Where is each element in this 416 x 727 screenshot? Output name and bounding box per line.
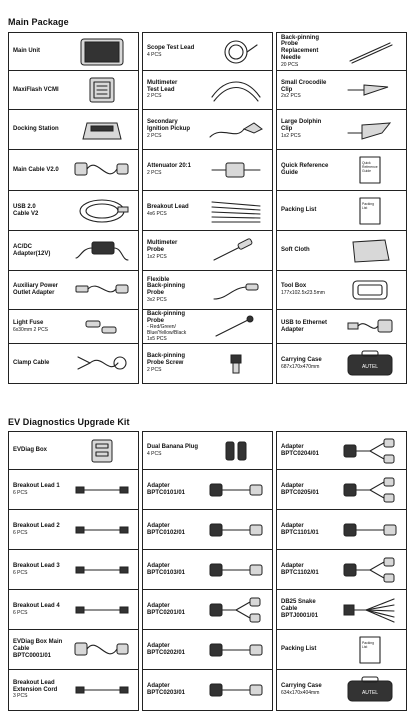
item-name: Secondary Ignition Pickup <box>147 119 190 133</box>
item-cell <box>9 33 138 71</box>
svg-text:Quick: Quick <box>361 161 371 165</box>
item-text <box>9 639 67 659</box>
item-name: Adapter BPTC1101/01 <box>281 522 319 536</box>
ev_kit-column <box>8 431 139 711</box>
item-cell <box>277 271 406 310</box>
y-adapter-icon <box>201 590 272 629</box>
item-name: Quick Reference Guide <box>281 163 329 176</box>
item-cell <box>9 432 138 470</box>
item-cell <box>143 510 272 550</box>
svg-text:Reference: Reference <box>361 165 378 169</box>
item-name: Packing List <box>281 646 317 653</box>
item-name: Multimeter Probe <box>147 240 178 254</box>
item-quantity: 6x30mm 2 PCS <box>13 326 49 333</box>
main-package-grid <box>8 32 407 384</box>
item-name: Adapter BPTC0102/01 <box>147 522 186 536</box>
item-name: Small Crocodile Clip <box>281 79 327 93</box>
multimeter-probe-icon <box>201 231 272 270</box>
item-name: DB25 Snake Cable BPTJ0001/01 <box>281 599 319 619</box>
item-text <box>277 523 335 536</box>
usb-cable-icon <box>67 191 138 230</box>
backpin-probe-icon <box>201 310 272 343</box>
item-cell <box>143 33 272 71</box>
item-quantity: - Red/Green/ Blue/Yellow/Black 1x5 PCS <box>147 324 187 342</box>
item-quantity: 2 PCS <box>147 366 162 373</box>
item-name: EVDiag Box Main Cable BPTC0001/01 <box>13 639 63 659</box>
item-name: Attenuator 20:1 <box>147 163 192 170</box>
ignition-pickup-icon <box>201 110 272 149</box>
item-text <box>9 283 67 296</box>
item-quantity: 2x2 PCS <box>281 93 301 100</box>
item-text <box>9 204 67 217</box>
svg-text:AUTEL: AUTEL <box>361 363 378 370</box>
item-quantity: 6 PCS <box>13 569 28 576</box>
item-cell <box>143 550 272 590</box>
adapter-cable-icon <box>201 510 272 549</box>
item-name: Multimeter Test Lead <box>147 79 178 93</box>
item-text <box>277 683 335 696</box>
item-cell <box>277 344 406 383</box>
item-text <box>277 119 335 139</box>
item-name: MaxiFlash VCMI <box>13 86 59 93</box>
main_package-column <box>8 32 139 384</box>
item-quantity: 6 PCS <box>13 489 28 496</box>
item-quantity: 4x6 PCS <box>147 210 167 217</box>
item-text <box>9 167 67 174</box>
item-cell <box>277 670 406 710</box>
item-text <box>143 119 201 139</box>
main_package-column <box>276 32 407 384</box>
power-adapter-icon <box>67 231 138 270</box>
item-name: Breakout Lead 1 <box>13 482 60 489</box>
svg-text:List: List <box>361 644 367 649</box>
attenuator-icon <box>201 150 272 190</box>
tool-box-icon <box>335 271 406 309</box>
item-text <box>277 444 335 457</box>
ev_kit-column <box>142 431 273 711</box>
item-quantity: 177x102.5x23.5mm <box>281 290 325 297</box>
ethernet-adapter-icon <box>335 310 406 343</box>
item-text <box>277 283 335 296</box>
item-quantity: 3x2 PCS <box>147 296 167 303</box>
item-cell <box>143 150 272 191</box>
item-name: Flexible Back-pinning Probe <box>147 276 186 297</box>
item-text <box>143 523 201 536</box>
lead-cable-icon <box>67 510 138 549</box>
y-adapter-icon <box>335 470 406 509</box>
item-cell <box>143 670 272 710</box>
item-cell <box>277 310 406 344</box>
docking-station-icon <box>67 110 138 149</box>
item-text <box>277 483 335 496</box>
svg-text:AUTEL: AUTEL <box>361 690 378 696</box>
item-text <box>9 483 67 496</box>
adapter-cable-icon <box>201 670 272 710</box>
item-cell <box>277 110 406 150</box>
item-cell <box>277 510 406 550</box>
item-text <box>277 207 335 214</box>
adapter-cable-icon <box>201 470 272 509</box>
ev_kit-column <box>276 431 407 711</box>
main_package-column <box>142 32 273 384</box>
item-quantity: 6 PCS <box>13 529 28 536</box>
lead-cable-icon <box>67 670 138 710</box>
carrying-case-icon <box>335 344 406 383</box>
item-cell <box>143 110 272 150</box>
item-cell <box>143 590 272 630</box>
adapter-cable-icon <box>201 630 272 669</box>
item-name: Adapter BPTC0201/01 <box>147 602 186 616</box>
test-lead-icon <box>201 71 272 109</box>
tablet-icon <box>67 33 138 70</box>
item-text <box>143 603 201 616</box>
evdiag-box-icon <box>67 432 138 469</box>
flexible-probe-icon <box>201 271 272 309</box>
item-quantity: 4 PCS <box>147 51 162 58</box>
item-text <box>143 45 201 58</box>
item-name: Light Fuse <box>13 319 44 326</box>
item-quantity: 1x2 PCS <box>281 132 301 139</box>
lead-cable-icon <box>67 590 138 629</box>
item-text <box>143 643 201 656</box>
vcmi-icon <box>67 71 138 109</box>
svg-text:Packing: Packing <box>361 640 374 645</box>
item-text <box>143 353 201 373</box>
item-cell <box>9 590 138 630</box>
lead-cable-icon <box>67 470 138 509</box>
item-text <box>143 163 201 176</box>
cloth-icon <box>335 231 406 270</box>
item-name: Main Unit <box>13 48 40 55</box>
item-text <box>143 683 201 696</box>
svg-text:Guide: Guide <box>361 169 371 173</box>
item-cell <box>9 110 138 150</box>
ev-kit-title: EV Diagnostics Upgrade Kit <box>8 417 130 427</box>
small-clip-icon <box>335 71 406 109</box>
fuse-icon <box>67 310 138 343</box>
item-text <box>277 357 335 370</box>
item-name: EVDiag Box <box>13 447 48 454</box>
item-text <box>143 563 201 576</box>
item-text <box>9 360 67 367</box>
item-cell <box>9 510 138 550</box>
item-text <box>143 80 201 100</box>
item-name: Breakout Lead Extension Cord <box>13 679 58 693</box>
item-text <box>277 80 335 100</box>
breakout-leads-icon <box>201 191 272 230</box>
item-quantity: 687x170x470mm <box>281 363 320 370</box>
item-name: Tool Box <box>281 283 307 290</box>
item-text <box>9 563 67 576</box>
item-cell <box>143 310 272 344</box>
item-name: Docking Station <box>13 126 59 133</box>
item-quantity: 20 PCS <box>281 61 299 68</box>
ev-kit-grid <box>8 431 407 711</box>
item-name: Breakout Lead 2 <box>13 522 60 529</box>
aux-power-adapter-icon <box>67 271 138 309</box>
item-name: Back-pinning Probe Replacement Needle <box>281 34 320 61</box>
adapter-cable-icon <box>201 550 272 589</box>
item-cell <box>9 470 138 510</box>
large-clip-icon <box>335 110 406 149</box>
item-text <box>9 680 67 700</box>
item-name: Adapter BPTC0205/01 <box>281 482 320 496</box>
item-name: Adapter BPTC0202/01 <box>147 642 186 656</box>
svg-text:Packing: Packing <box>361 201 374 206</box>
item-cell <box>277 470 406 510</box>
item-cell <box>277 71 406 110</box>
item-text <box>9 320 67 333</box>
item-cell <box>277 191 406 231</box>
item-text <box>9 447 67 454</box>
main-cable-icon <box>67 150 138 190</box>
item-cell <box>9 550 138 590</box>
item-cell <box>277 590 406 630</box>
item-quantity: 3 PCS <box>13 693 28 700</box>
item-text <box>9 523 67 536</box>
item-name: Dual Banana Plug <box>147 443 199 450</box>
item-text <box>9 87 67 94</box>
item-name: Adapter BPTC1102/01 <box>281 562 319 576</box>
item-name: Adapter BPTC0203/01 <box>147 683 186 696</box>
item-cell <box>143 231 272 271</box>
item-cell <box>277 630 406 670</box>
item-name: Soft Cloth <box>281 247 310 254</box>
item-cell <box>143 71 272 110</box>
packing-list-icon <box>335 630 406 669</box>
item-quantity: 2 PCS <box>147 170 162 177</box>
item-name: Adapter BPTC0204/01 <box>281 443 320 457</box>
item-quantity: 4 PCS <box>147 450 162 457</box>
item-cell <box>9 310 138 344</box>
probe-screw-icon <box>201 344 272 383</box>
item-text <box>277 35 335 68</box>
item-name: Breakout Lead 4 <box>13 602 60 609</box>
carrying-case-icon <box>335 670 406 710</box>
adapter-cable-icon <box>335 510 406 549</box>
item-name: Large Dolphin Clip <box>281 119 322 133</box>
item-quantity: 2 PCS <box>147 132 162 139</box>
needle-icon <box>335 33 406 70</box>
item-text <box>143 204 201 217</box>
item-cell <box>143 470 272 510</box>
item-name: Clamp Cable <box>13 360 50 367</box>
item-name: AC/DC Adapter(12V) <box>13 243 51 257</box>
item-cell <box>9 271 138 310</box>
item-name: Back-pinning Probe <box>147 310 186 324</box>
item-text <box>143 483 201 496</box>
item-quantity: 2 PCS <box>147 93 162 100</box>
item-cell <box>277 33 406 71</box>
item-text <box>143 311 201 342</box>
item-text <box>9 48 67 55</box>
snake-cable-icon <box>335 590 406 629</box>
svg-text:List: List <box>361 205 367 210</box>
item-text <box>143 240 201 260</box>
item-text <box>277 320 335 333</box>
item-text <box>277 563 335 576</box>
main-package-title: Main Package <box>8 17 69 27</box>
item-name: Adapter BPTC0101/01 <box>147 482 186 496</box>
item-text <box>277 599 335 619</box>
item-quantity: 6 PCS <box>13 609 28 616</box>
item-name: USB 2.0 Cable V2 <box>13 203 39 217</box>
item-cell <box>9 670 138 710</box>
main-cable-icon <box>67 630 138 669</box>
item-name: Breakout Lead <box>147 203 189 210</box>
y-adapter-icon <box>335 550 406 589</box>
item-cell <box>9 344 138 383</box>
item-cell <box>143 630 272 670</box>
item-name: Breakout Lead 3 <box>13 562 60 569</box>
item-text <box>277 163 335 176</box>
packing-list-icon <box>335 191 406 230</box>
item-cell <box>143 344 272 383</box>
clamp-cable-icon <box>67 344 138 383</box>
item-name: Auxiliary Power Outlet Adapter <box>13 283 59 296</box>
item-cell <box>9 150 138 191</box>
item-cell <box>277 432 406 470</box>
item-cell <box>9 71 138 110</box>
item-cell <box>9 630 138 670</box>
guide-doc-icon <box>335 150 406 190</box>
item-name: Main Cable V2.0 <box>13 166 59 173</box>
item-name: Carrying Case <box>281 356 322 363</box>
item-text <box>143 277 201 304</box>
item-quantity: 1x2 PCS <box>147 253 167 260</box>
coiled-cable-icon <box>201 33 272 70</box>
item-name: Back-pinning Probe Screw <box>147 353 186 367</box>
item-cell <box>277 550 406 590</box>
item-cell <box>143 191 272 231</box>
item-cell <box>9 191 138 231</box>
item-cell <box>143 271 272 310</box>
item-cell <box>143 432 272 470</box>
lead-cable-icon <box>67 550 138 589</box>
item-cell <box>9 231 138 271</box>
item-text <box>277 247 335 254</box>
item-name: Scope Test Lead <box>147 44 195 51</box>
item-cell <box>277 150 406 191</box>
item-cell <box>277 231 406 271</box>
item-name: Adapter BPTC0103/01 <box>147 562 186 576</box>
item-text <box>9 244 67 257</box>
item-quantity: 634x170x404mm <box>281 690 320 697</box>
item-text <box>143 444 201 457</box>
y-adapter-icon <box>335 432 406 469</box>
item-text <box>9 603 67 616</box>
item-text <box>9 126 67 133</box>
item-text <box>277 646 335 653</box>
banana-plug-icon <box>201 432 272 469</box>
item-name: Carrying Case <box>281 683 322 690</box>
item-name: USB to Ethernet Adapter <box>281 319 328 333</box>
item-name: Packing List <box>281 207 317 214</box>
